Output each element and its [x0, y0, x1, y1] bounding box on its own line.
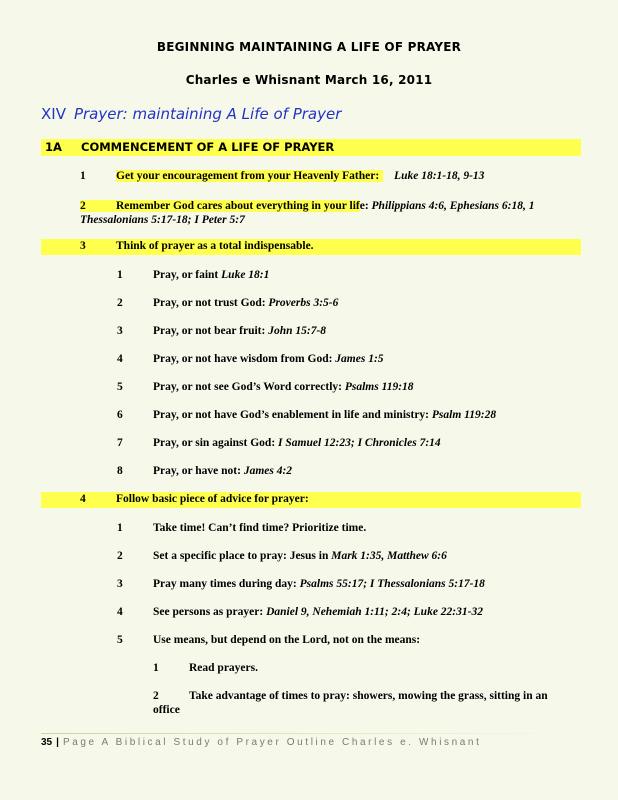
item-number: 2 [117, 550, 123, 562]
item-text: Pray, or faint [153, 269, 219, 281]
item-text: Take advantage of times to pray: showers, mowing the grass, sitting in an [189, 690, 548, 702]
item-number: 5 [117, 634, 123, 646]
footer-text: Page A Biblical Study of Prayer Outline Charles e. Whisnant [62, 737, 482, 748]
page-footer [41, 737, 581, 748]
point-reference: Luke 18:1-18, 9-13 [394, 170, 485, 182]
point-1 [80, 170, 484, 182]
point-number: 2 [80, 200, 86, 212]
item-text: Pray, or not have wisdom from God: [153, 353, 333, 365]
document-title: BEGINNING MAINTAINING A LIFE OF PRAYER [156, 40, 462, 54]
item-reference: I Samuel 12:23; I Chronicles 7:14 [278, 437, 441, 449]
sub-list-item [153, 662, 258, 674]
item-reference: John 15:7-8 [268, 325, 327, 337]
list-item [117, 634, 420, 646]
point-text-rest: e: [359, 200, 369, 212]
list-item [117, 606, 483, 618]
item-number: 3 [117, 325, 123, 337]
point-text: Follow basic piece of advice for prayer: [116, 493, 309, 505]
item-reference: Mark 1:35, Matthew 6:6 [331, 550, 447, 562]
item-number: 4 [117, 606, 123, 618]
item-reference: James 1:5 [335, 353, 384, 365]
list-item [117, 550, 447, 562]
list-item [117, 353, 384, 365]
list-item [117, 409, 496, 421]
item-number: 8 [117, 465, 123, 477]
item-reference: Proverbs 3:5-6 [268, 297, 339, 309]
subsection-number: 1A [45, 140, 62, 154]
point-text: Get your encouragement from your Heavenly Father: [116, 170, 383, 182]
item-number: 3 [117, 578, 123, 590]
point-2 [80, 199, 580, 227]
item-text: Pray, or not have God’s enablement in life and ministry: [153, 409, 429, 421]
item-reference: Psalms 55:17; I Thessalonians 5:17-18 [299, 578, 485, 590]
point-number: 1 [80, 170, 86, 182]
list-item [117, 522, 366, 534]
list-item [117, 578, 485, 590]
item-reference: Daniel 9, Nehemiah 1:11; 2:4; Luke 22:31-32 [266, 606, 483, 618]
item-number: 1 [153, 662, 159, 674]
section-number: XIV [41, 105, 66, 123]
footer-divider [41, 733, 581, 734]
section-title: Prayer: maintaining A Life of Prayer [73, 105, 342, 123]
item-number: 4 [117, 353, 123, 365]
point-text: Think of prayer as a total indispensable. [116, 240, 314, 252]
point-3 [80, 240, 314, 252]
item-reference: James 4:2 [243, 465, 293, 477]
sub-list-item-continuation: office [153, 704, 180, 716]
footer-separator: | [56, 737, 59, 748]
item-number: 7 [117, 437, 123, 449]
point-text: Remember God cares about everything in your lif [116, 200, 360, 212]
item-number: 2 [153, 690, 159, 702]
point-number: 4 [80, 493, 86, 505]
item-number: 5 [117, 381, 123, 393]
list-item [117, 325, 326, 337]
item-text: Use means, but depend on the Lord, not on the means: [153, 634, 421, 646]
item-reference: Psalms 119:18 [344, 381, 414, 393]
list-item [117, 381, 414, 393]
item-text: Pray, or not see God’s Word correctly: [153, 381, 342, 393]
subsection-heading [41, 139, 581, 156]
section-heading [41, 105, 341, 123]
item-number: 1 [117, 522, 123, 534]
item-text: Pray many times during day: [153, 578, 297, 590]
item-text: Read prayers. [189, 662, 258, 674]
item-text: Pray, or not bear fruit: [153, 325, 266, 337]
sub-list-item [153, 690, 548, 702]
item-text: Take time! Can’t find time? Prioritize time. [153, 522, 367, 534]
document-subtitle: Charles e Whisnant March 16, 2011 [185, 73, 433, 87]
list-item [117, 465, 292, 477]
point-4 [80, 493, 309, 505]
list-item [117, 437, 441, 449]
page-number: 35 [41, 737, 53, 748]
item-reference: Luke 18:1 [221, 269, 270, 281]
item-number: 6 [117, 409, 123, 421]
item-text: Pray, or sin against God: [153, 437, 276, 449]
item-reference: Psalm 119:28 [431, 409, 497, 421]
item-text: Set a specific place to pray: Jesus in [153, 550, 329, 562]
item-number: 2 [117, 297, 123, 309]
point-number: 3 [80, 240, 86, 252]
item-number: 1 [117, 269, 123, 281]
item-text: See persons as prayer: [153, 606, 264, 618]
point-reference: Philippians 4:6, Ephesians 6:18, 1 Thessalonians 5:17-18; I Peter 5:7 [80, 200, 535, 226]
item-text: Pray, or have not: [153, 465, 241, 477]
list-item [117, 297, 338, 309]
item-text: Pray, or not trust God: [153, 297, 266, 309]
list-item [117, 269, 269, 281]
subsection-title: COMMENCEMENT OF A LIFE OF PRAYER [81, 140, 335, 154]
